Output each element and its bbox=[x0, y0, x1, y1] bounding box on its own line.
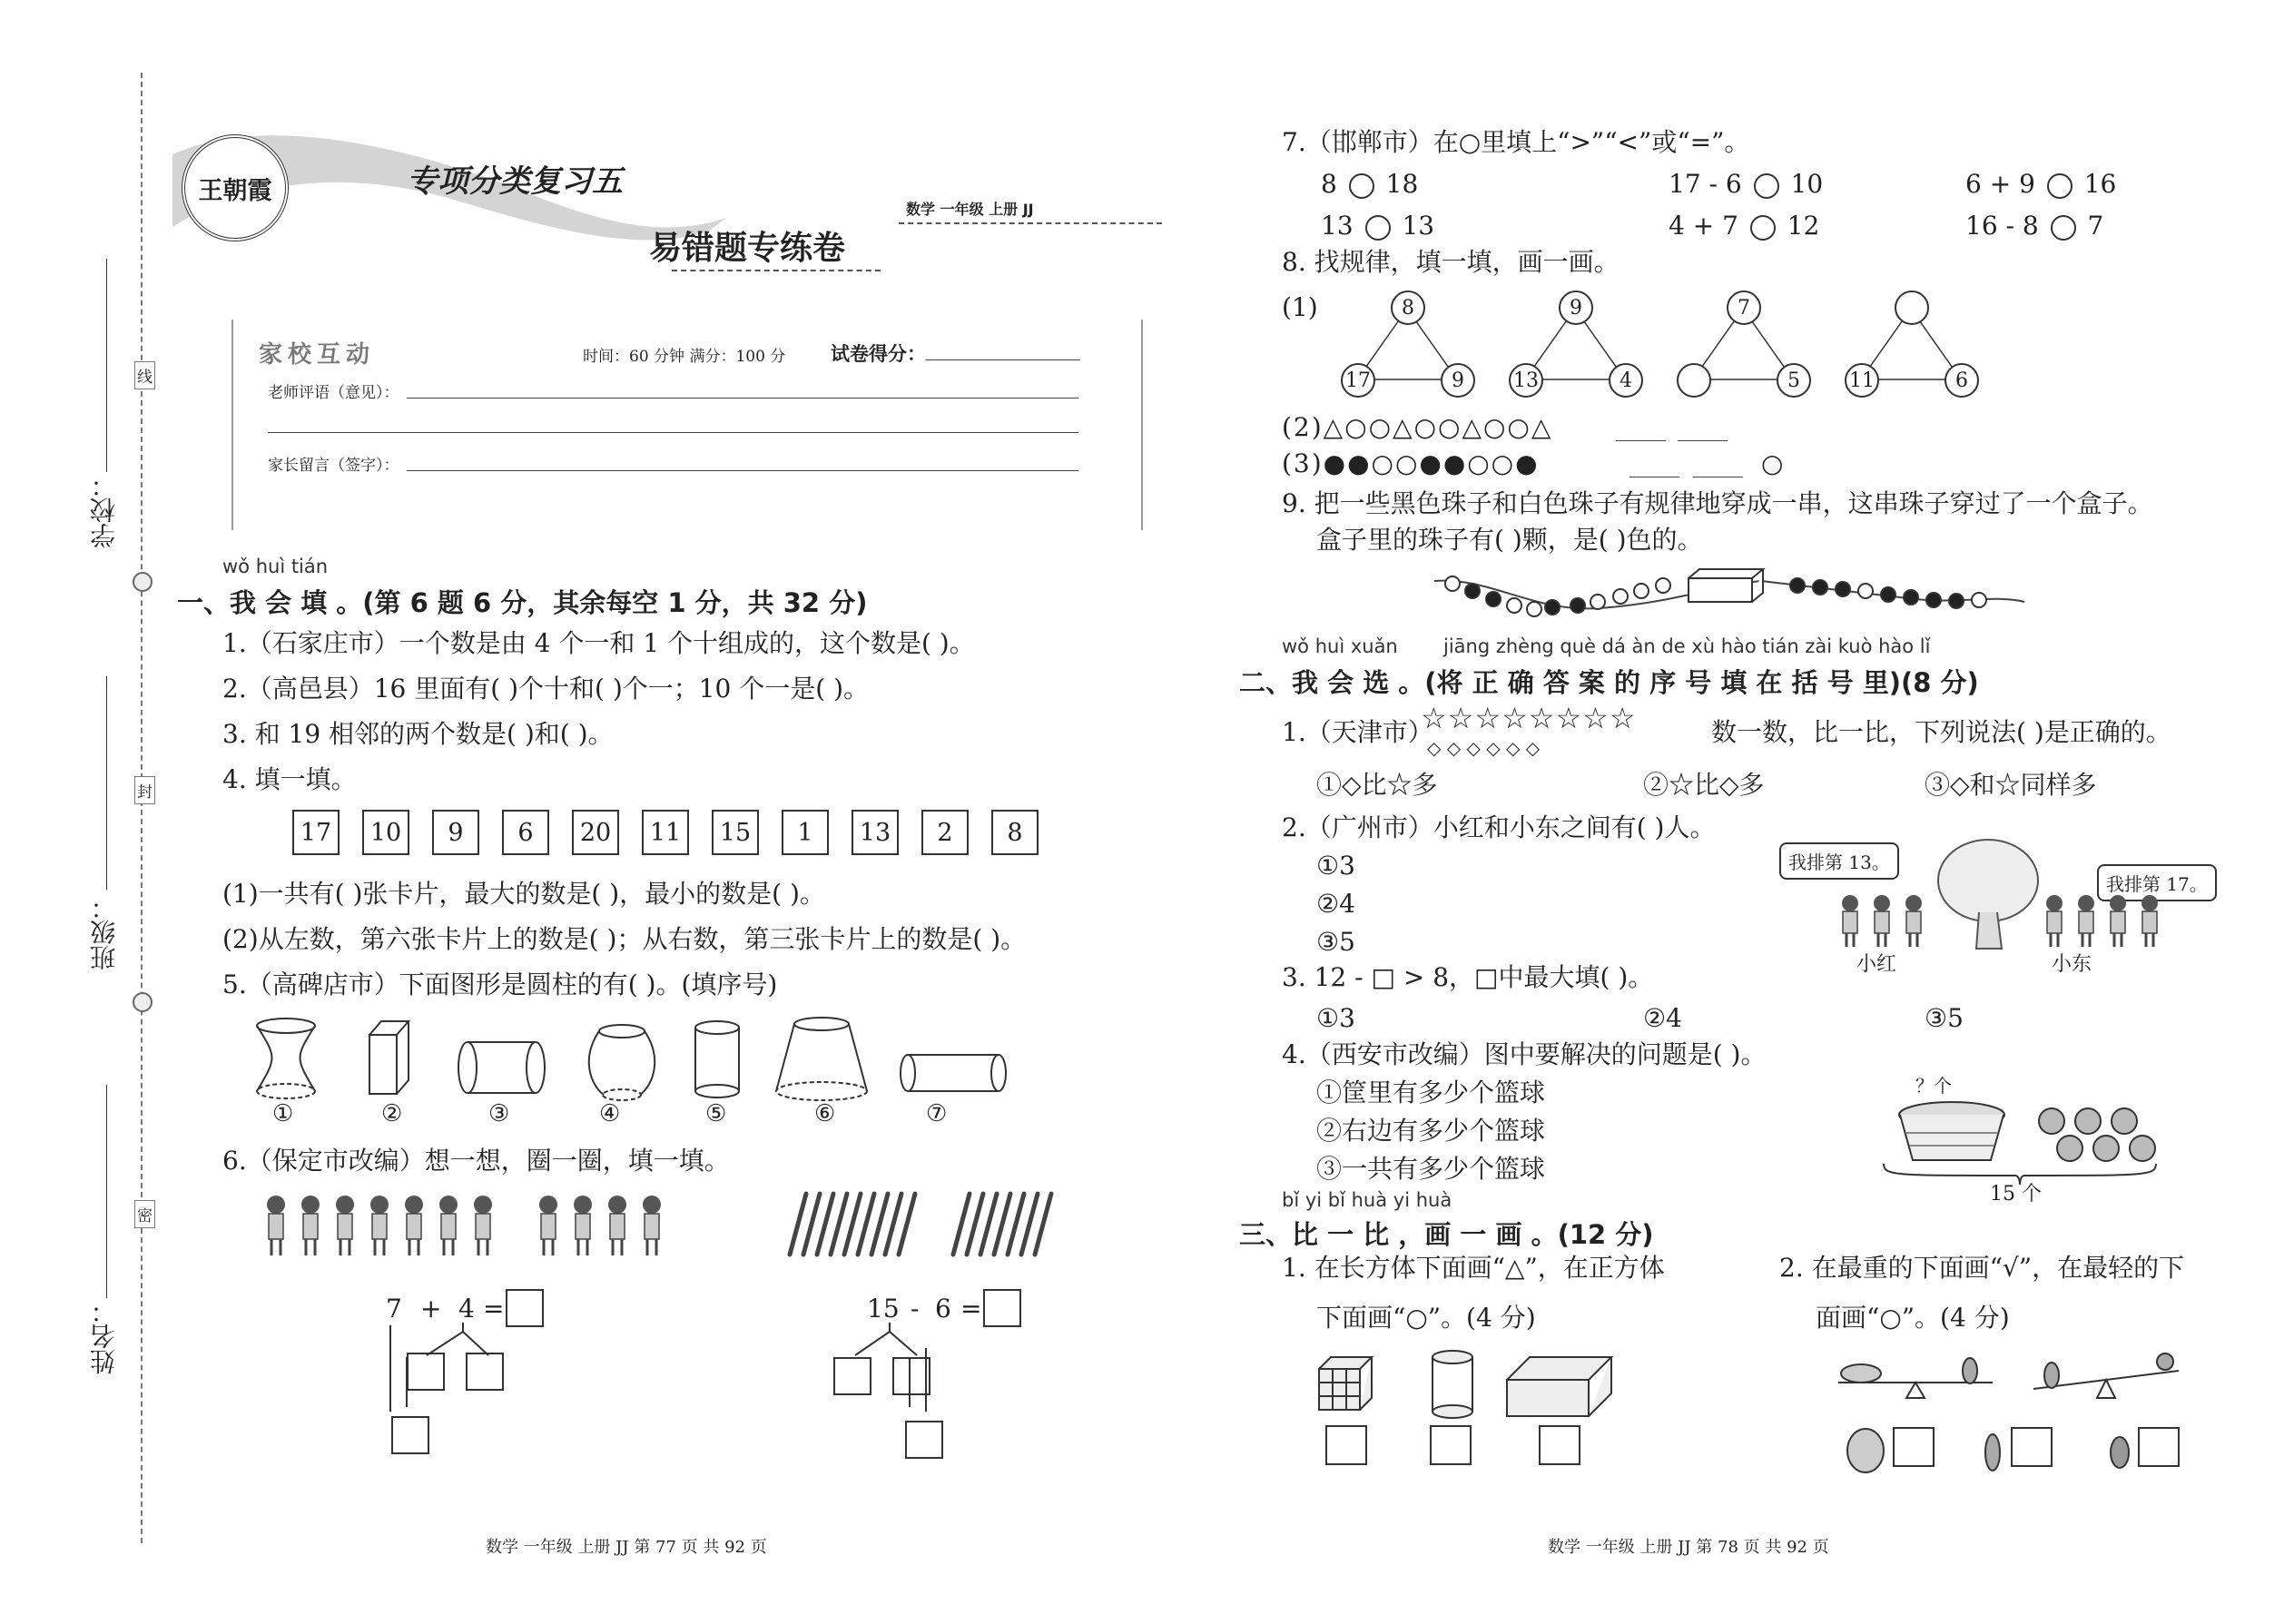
s1-q6: 6.（保定市改编）想一想，圈一圈，填一填。 bbox=[222, 1146, 730, 1176]
number-card: 6 bbox=[502, 810, 549, 855]
q7-right: 7 bbox=[2087, 211, 2104, 241]
answer-box-cube[interactable] bbox=[1325, 1425, 1367, 1465]
black-bead bbox=[1904, 590, 1918, 605]
option-2[interactable]: ②右边有多少个篮球 bbox=[1316, 1116, 1546, 1146]
answer-box-can[interactable] bbox=[1430, 1425, 1472, 1465]
option-3[interactable]: ③◇和☆同样多 bbox=[1925, 770, 2097, 800]
triangle-puzzle bbox=[1339, 289, 1475, 402]
q8-p1: (1) bbox=[1282, 292, 1318, 322]
paper-title: 易错题专练卷 bbox=[649, 230, 846, 267]
answer-box-cuboid[interactable] bbox=[1539, 1425, 1580, 1465]
shape-label: ② bbox=[381, 1100, 403, 1127]
subject-tag: 数学 一年级 上册 JJ bbox=[906, 201, 1034, 218]
footer-right: 数学 一年级 上册 JJ 第 78 页 共 92 页 bbox=[1548, 1538, 1829, 1557]
q7-answer-circle[interactable] bbox=[1750, 215, 1776, 241]
child-figure-icon bbox=[401, 1194, 427, 1257]
blank-node[interactable] bbox=[1895, 290, 1929, 325]
s2-q3: 3. 12 - □ > 8，□中最大填( )。 bbox=[1282, 962, 1654, 992]
s1-title: 一、我 会 填 。(第 6 题 6 分，其余每空 1 分，共 32 分) bbox=[177, 587, 868, 618]
class-label: 班级： bbox=[89, 894, 119, 970]
number-node: 11 bbox=[1845, 363, 1879, 398]
black-bead bbox=[1836, 582, 1850, 596]
school-label: 学校： bbox=[89, 472, 119, 548]
black-bead bbox=[1926, 593, 1941, 607]
q8-p2: (2)△○○△○○△○○△ bbox=[1282, 412, 1553, 442]
number-card: 11 bbox=[642, 810, 689, 855]
teacher-line-1 bbox=[407, 398, 1078, 399]
q7-comparison bbox=[1321, 169, 1418, 200]
number-node: 4 bbox=[1609, 363, 1643, 398]
cube-icon bbox=[1314, 1353, 1378, 1416]
child-figure-icon bbox=[570, 1194, 596, 1257]
q7-left: 4 + 7 bbox=[1669, 211, 1738, 241]
black-bead bbox=[1881, 587, 1895, 602]
solid-shapes bbox=[245, 1017, 1026, 1107]
series-title: 专项分类复习五 bbox=[407, 163, 623, 200]
basketball-icon bbox=[2039, 1108, 2064, 1134]
option-2[interactable]: ②☆比◇多 bbox=[1643, 770, 1765, 800]
q7-left: 17 - 6 bbox=[1669, 169, 1742, 199]
title-underline bbox=[672, 270, 881, 271]
q8-title: 8. 找规律，填一填，画一画。 bbox=[1282, 247, 1620, 277]
bead-string bbox=[1416, 558, 2033, 622]
sticks-group bbox=[781, 1189, 1062, 1262]
option-2[interactable]: ②4 bbox=[1643, 1003, 1682, 1033]
s3-q1-line2: 下面画“○”。(4 分) bbox=[1316, 1303, 1536, 1333]
q8-p3-end: ○ bbox=[1761, 448, 1784, 478]
shape-label: ① bbox=[272, 1100, 294, 1127]
basket-icon bbox=[1893, 1098, 2011, 1166]
s3-title: 三、比 一 比 ，画 一 画 。(12 分) bbox=[1239, 1219, 1654, 1250]
eq1-split-box-left[interactable] bbox=[407, 1353, 445, 1391]
bubble-xiaohong: 我排第 13。 bbox=[1779, 842, 1899, 880]
class-line bbox=[106, 676, 107, 890]
number-card: 13 bbox=[852, 810, 899, 855]
blank-node[interactable] bbox=[1677, 363, 1711, 398]
child-figure-icon bbox=[639, 1194, 665, 1257]
s2-q1: 1.（天津市） bbox=[1282, 717, 1433, 747]
number-card: 1 bbox=[782, 810, 829, 855]
child-figure-icon bbox=[1838, 894, 1862, 949]
option-3[interactable]: ③5 bbox=[1316, 927, 1355, 957]
option-1[interactable]: ①3 bbox=[1316, 1003, 1355, 1033]
q7-answer-circle[interactable] bbox=[1754, 173, 1779, 199]
balance-scales bbox=[1829, 1348, 2192, 1421]
bead-box bbox=[1689, 569, 1763, 602]
name-line bbox=[106, 1085, 107, 1298]
label-xiaodong: 小东 bbox=[2052, 953, 2092, 976]
child-figure-icon bbox=[470, 1194, 496, 1257]
q8-p3: (3)●●○○●●○○● bbox=[1282, 448, 1540, 478]
s2-q1-stars: ☆☆☆☆☆☆☆☆ bbox=[1421, 701, 1637, 735]
score-label: 试卷得分： bbox=[831, 343, 926, 365]
eq1-split-box-right[interactable] bbox=[466, 1353, 504, 1391]
eggplant-icon bbox=[2106, 1432, 2133, 1473]
shape-3-cylinder-lying bbox=[458, 1042, 545, 1093]
basketball-icon bbox=[2075, 1108, 2101, 1134]
child-figure-icon bbox=[2074, 894, 2098, 949]
q7-left: 13 bbox=[1321, 211, 1354, 241]
shape-label: ③ bbox=[488, 1100, 510, 1127]
q9-line1: 9. 把一些黑色珠子和白色珠子有规律地穿成一串，这串珠子穿过了一个盒子。 bbox=[1282, 488, 2153, 518]
number-node: 6 bbox=[1944, 363, 1979, 398]
child-figure-icon bbox=[263, 1194, 289, 1257]
q7-right: 18 bbox=[1385, 169, 1419, 199]
eq2-b: 6 bbox=[935, 1294, 951, 1324]
q8-p2-blank-1[interactable] bbox=[1616, 440, 1666, 441]
q7-answer-circle[interactable] bbox=[2051, 215, 2076, 241]
q7-comparison bbox=[1965, 211, 2103, 241]
shape-1-hyperboloid bbox=[257, 1019, 315, 1098]
score-line bbox=[926, 359, 1080, 360]
number-card: 8 bbox=[991, 810, 1039, 855]
s2-q2: 2.（广州市）小红和小东之间有( )人。 bbox=[1282, 812, 1716, 842]
binding-dashed-line bbox=[141, 73, 143, 1543]
shape-label: ⑦ bbox=[926, 1100, 948, 1127]
child-figure-icon bbox=[605, 1194, 630, 1257]
eq1-b: 4 bbox=[458, 1294, 475, 1324]
q7-answer-circle[interactable] bbox=[1365, 215, 1391, 241]
q7-comparison bbox=[1321, 211, 1434, 241]
white-bead bbox=[1507, 598, 1521, 613]
home-school-label: 家校互动 bbox=[259, 341, 376, 369]
total-label: 15 个 bbox=[1990, 1183, 2042, 1206]
carrot-icon bbox=[1979, 1430, 2006, 1475]
number-node: 9 bbox=[1441, 363, 1475, 398]
s3-q2-line1: 2. 在最重的下面画“√”，在最轻的下 bbox=[1779, 1253, 2185, 1283]
child-figure-icon bbox=[1870, 894, 1894, 949]
white-bead bbox=[1972, 593, 1986, 607]
option-1[interactable]: ①3 bbox=[1316, 851, 1355, 881]
white-bead bbox=[1590, 595, 1605, 609]
shape-label: ⑥ bbox=[814, 1100, 836, 1127]
eq1-eq: = bbox=[483, 1294, 505, 1324]
white-bead bbox=[1445, 576, 1460, 591]
number-card: 20 bbox=[572, 810, 619, 855]
number-card: 15 bbox=[712, 810, 759, 855]
eq2-split-box-right[interactable] bbox=[892, 1357, 930, 1395]
mark-line: 线 bbox=[134, 361, 155, 389]
q7-comparison bbox=[1669, 211, 1819, 241]
child-figure-icon bbox=[436, 1194, 461, 1257]
child-figure-icon bbox=[298, 1194, 323, 1257]
q7-left: 8 bbox=[1321, 169, 1337, 199]
option-2[interactable]: ②4 bbox=[1316, 889, 1355, 919]
basketball-icon bbox=[2112, 1108, 2137, 1134]
s3-q2-line2: 面画“○”。(4 分) bbox=[1816, 1303, 2010, 1333]
cuboid-box-icon bbox=[1502, 1353, 1616, 1421]
logo-badge bbox=[182, 134, 289, 241]
mark-seal: 封 bbox=[134, 776, 155, 804]
eq2-result-box[interactable] bbox=[905, 1421, 943, 1459]
teacher-line-2 bbox=[268, 432, 1078, 433]
s1-q4: 4. 填一填。 bbox=[222, 764, 357, 794]
q7-left: 6 + 9 bbox=[1965, 169, 2035, 199]
basketball-icon bbox=[2130, 1136, 2155, 1161]
number-node: 13 bbox=[1509, 363, 1543, 398]
q7-left: 16 - 8 bbox=[1965, 211, 2039, 241]
parent-label: 家长留言（签字）： bbox=[268, 457, 399, 475]
shape-2-cuboid bbox=[369, 1021, 409, 1094]
mark-secret: 密 bbox=[134, 1200, 155, 1228]
black-bead bbox=[1790, 578, 1805, 593]
q7-comparison bbox=[1965, 169, 2116, 200]
number-node: 9 bbox=[1559, 290, 1593, 325]
eq2-answer-box[interactable] bbox=[983, 1289, 1021, 1327]
child-figure-icon bbox=[2043, 894, 2066, 949]
s3-pinyin: bǐ yi bǐ huà yi huà bbox=[1282, 1189, 1452, 1211]
s2-q1-tail: 数一数，比一比，下列说法( )是正确的。 bbox=[1711, 717, 2171, 747]
q7-right: 13 bbox=[1402, 211, 1435, 241]
black-bead bbox=[1570, 598, 1585, 613]
s1-q3: 3. 和 19 相邻的两个数是( )和( )。 bbox=[222, 719, 614, 749]
eq2-op: - bbox=[911, 1294, 920, 1324]
triangle-puzzle bbox=[1843, 289, 1979, 402]
eq1-a: 7 bbox=[386, 1294, 402, 1324]
s1-q2: 2.（高邑县）16 里面有( )个十和( )个一；10 个一是( )。 bbox=[222, 674, 870, 704]
teacher-label: 老师评语（意见）： bbox=[268, 384, 399, 402]
q7-right: 10 bbox=[1790, 169, 1824, 199]
answer-box-cabbage[interactable] bbox=[1893, 1427, 1935, 1467]
number-node: 7 bbox=[1727, 290, 1761, 325]
triangle-puzzle bbox=[1675, 289, 1811, 402]
basketball-icon bbox=[2057, 1136, 2082, 1161]
child-figure-icon bbox=[332, 1194, 358, 1257]
s1-q1: 1.（石家庄市）一个数是由 4 个一和 1 个十组成的，这个数是( )。 bbox=[222, 628, 975, 658]
white-bead bbox=[1634, 584, 1649, 598]
shape-label: ⑤ bbox=[705, 1100, 727, 1127]
q7-right: 16 bbox=[2083, 169, 2117, 199]
eq2-a: 15 bbox=[867, 1294, 900, 1324]
s1-q5: 5.（高碑店市）下面图形是圆柱的有( )。(填序号) bbox=[222, 969, 778, 999]
can-icon bbox=[1425, 1348, 1480, 1421]
binding-hole-1 bbox=[133, 572, 153, 592]
q7-answer-circle[interactable] bbox=[1349, 173, 1374, 199]
shape-7-long-cylinder bbox=[901, 1055, 1006, 1091]
parent-line bbox=[407, 470, 1078, 471]
shape-4-barrel bbox=[589, 1025, 655, 1100]
q7-comparison bbox=[1669, 169, 1823, 200]
q7-title: 7.（邯郸市）在○里填上“>”“<”或“=”。 bbox=[1282, 127, 1750, 157]
child-figure-icon bbox=[536, 1194, 561, 1257]
tree-icon bbox=[1929, 835, 2047, 953]
number-card: 9 bbox=[432, 810, 479, 855]
cabbage-icon bbox=[1843, 1425, 1888, 1475]
number-card: 17 bbox=[292, 810, 340, 855]
black-bead bbox=[1949, 594, 1964, 608]
time-label: 时间：60 分钟 满分：100 分 bbox=[583, 348, 786, 366]
s2-pinyin-2: jiāng zhèng què dá àn de xù hào tián zài kuò hào lǐ bbox=[1443, 635, 1931, 657]
number-node: 17 bbox=[1341, 363, 1375, 398]
option-1[interactable]: ①筐里有多少个篮球 bbox=[1316, 1078, 1546, 1107]
child-figure-icon bbox=[1902, 894, 1925, 949]
child-figure-icon bbox=[367, 1194, 392, 1257]
black-bead bbox=[1545, 600, 1560, 615]
shape-label: ④ bbox=[599, 1100, 621, 1127]
eq1-result-box[interactable] bbox=[391, 1416, 429, 1454]
logo-text: 王朝霞 bbox=[198, 176, 272, 205]
number-node: 8 bbox=[1391, 290, 1425, 325]
s2-q4: 4.（西安市改编）图中要解决的问题是( )。 bbox=[1282, 1039, 1767, 1069]
white-bead bbox=[1527, 602, 1541, 616]
s1-q4a: (1)一共有( )张卡片，最大的数是( )，最小的数是( )。 bbox=[222, 879, 825, 909]
answer-box-eggplant[interactable] bbox=[2138, 1427, 2180, 1467]
scale-left bbox=[1838, 1358, 1993, 1398]
shape-6-frustum bbox=[776, 1018, 867, 1100]
s2-pinyin-1: wǒ huì xuǎn bbox=[1282, 635, 1398, 657]
shape-5-cylinder bbox=[695, 1021, 739, 1097]
tag-underline bbox=[899, 222, 1162, 224]
label-xiaohong: 小红 bbox=[1856, 953, 1897, 976]
eq2-split-box-left[interactable] bbox=[833, 1357, 871, 1395]
white-bead bbox=[1858, 584, 1873, 598]
s1-q4b: (2)从左数，第六张卡片上的数是( )；从右数，第三张卡片上的数是( )。 bbox=[222, 924, 1027, 954]
scale-right bbox=[2033, 1353, 2179, 1398]
q8-p2-blank-2[interactable] bbox=[1678, 440, 1728, 441]
s3-q1-line1: 1. 在长方体下面画“△”，在正方体 bbox=[1282, 1253, 1665, 1283]
eq1-op: + bbox=[420, 1294, 442, 1324]
option-3[interactable]: ③5 bbox=[1925, 1003, 1964, 1033]
s2-q1-diamonds: ◇ ◇ ◇ ◇ ◇ ◇ bbox=[1427, 737, 1541, 759]
answer-box-carrot[interactable] bbox=[2011, 1427, 2053, 1467]
child-figure-icon bbox=[2106, 894, 2130, 949]
basket-qmark: ？个 bbox=[1915, 1075, 1952, 1097]
name-label: 姓名： bbox=[89, 1298, 119, 1374]
s1-pinyin: wǒ huì tián bbox=[222, 556, 329, 577]
number-card: 2 bbox=[921, 810, 969, 855]
white-bead bbox=[1613, 589, 1628, 604]
bubble-xiaodong: 我排第 17。 bbox=[2097, 864, 2217, 901]
q9-line2: 盒子里的珠子有( )颗，是( )色的。 bbox=[1316, 525, 1703, 555]
black-bead bbox=[1486, 592, 1501, 606]
child-figure-icon bbox=[2138, 894, 2161, 949]
black-bead bbox=[1813, 580, 1827, 595]
eq2-eq: = bbox=[960, 1294, 982, 1324]
q7-answer-circle[interactable] bbox=[2047, 173, 2072, 199]
triangle-puzzle bbox=[1507, 289, 1643, 402]
basketball-icon bbox=[2093, 1136, 2119, 1161]
school-line bbox=[106, 259, 107, 472]
option-3[interactable]: ③一共有多少个篮球 bbox=[1316, 1154, 1546, 1184]
option-1[interactable]: ①◇比☆多 bbox=[1316, 770, 1438, 800]
number-card: 10 bbox=[362, 810, 409, 855]
binding-hole-2 bbox=[133, 992, 153, 1012]
footer-left: 数学 一年级 上册 JJ 第 77 页 共 92 页 bbox=[486, 1538, 767, 1557]
s2-title: 二、我 会 选 。(将 正 确 答 案 的 序 号 填 在 括 号 里)(8 分) bbox=[1239, 667, 1979, 698]
white-bead bbox=[1656, 578, 1670, 593]
q7-right: 12 bbox=[1787, 211, 1820, 241]
number-node: 5 bbox=[1777, 363, 1811, 398]
black-bead bbox=[1465, 584, 1480, 598]
